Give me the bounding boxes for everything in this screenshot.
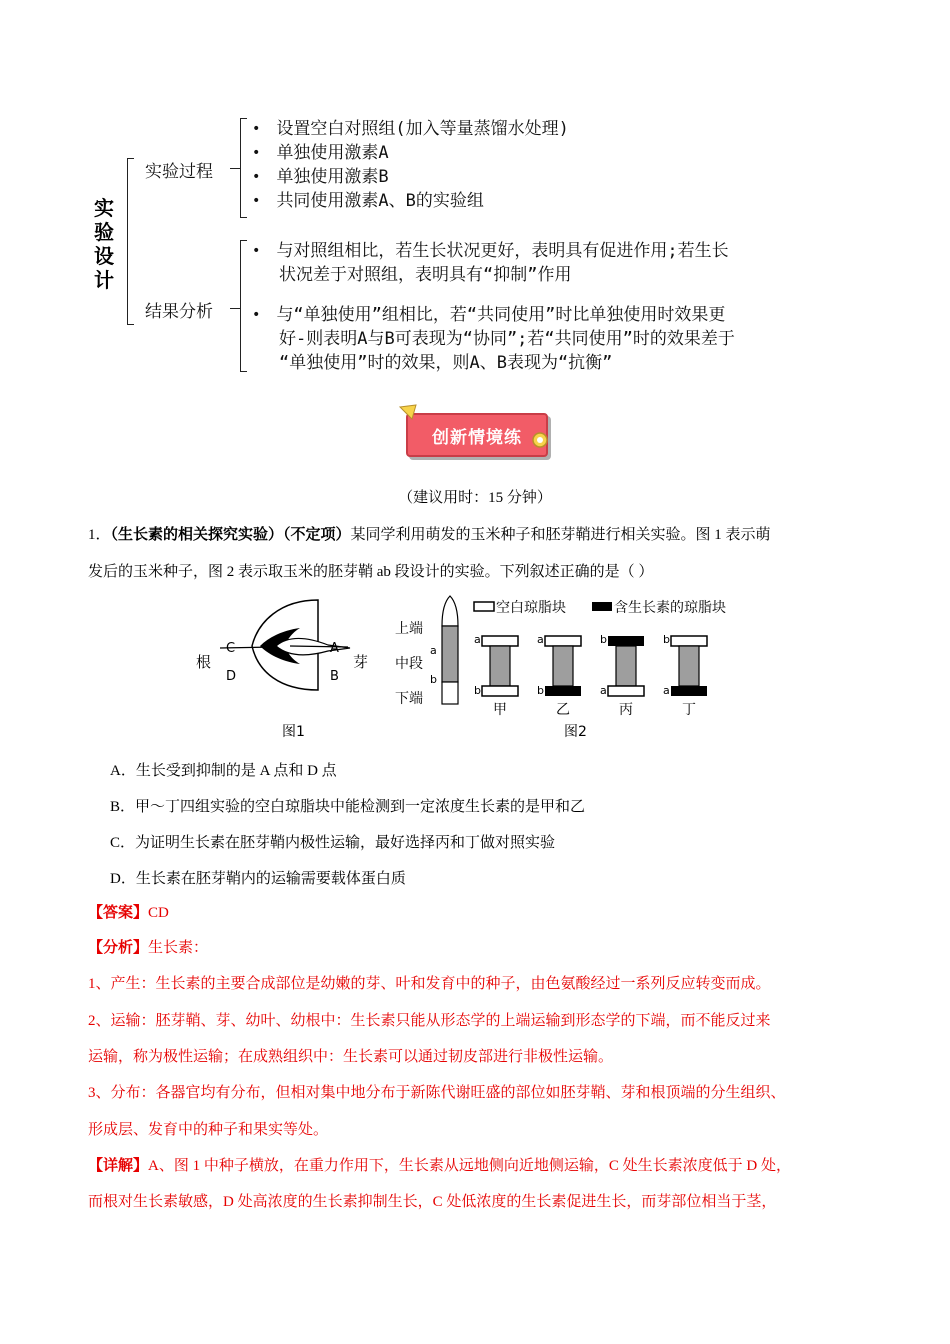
fig1-root-label: 根 <box>196 653 212 671</box>
detail-tag: 【详解】 <box>88 1158 149 1174</box>
question-stem: 某同学利用萌发的玉米种子和胚芽鞘进行相关实验。图 1 表示萌 <box>350 527 771 543</box>
fig1-point-a: A <box>330 641 339 656</box>
fig2-caption: 图2 <box>564 724 587 740</box>
analysis-title <box>88 936 208 960</box>
bullet: • <box>252 121 261 137</box>
item-text: 单独使用激素A <box>276 143 389 163</box>
coleoptile-b: b <box>430 673 437 686</box>
group-bing <box>600 633 644 718</box>
analysis-heading: 生长素： <box>148 940 209 956</box>
analysis-line: 2、运输：胚芽鞘、芽、幼叶、幼根中：生长素只能从形态学的上端运输到形态学的下端，而不能反过来 <box>88 1013 771 1029</box>
analysis-line: 运输，称为极性运输；在成熟组织中：生长素可以通过韧皮部进行非极性运输。 <box>88 1049 614 1065</box>
group-ding-top-letter: b <box>663 633 670 646</box>
figure-2-legend <box>474 599 726 616</box>
seg-bottom-label: 下端 <box>395 691 423 707</box>
figure-2-coleoptile <box>395 596 458 707</box>
item-text: 设置空白对照组(加入等量蒸馏水处理) <box>276 119 569 139</box>
option-b: B．甲～丁四组实验的空白琼脂块中能检测到一定浓度生长素的是甲和乙 <box>110 799 586 815</box>
analysis-line: 形成层、发育中的种子和果实等处。 <box>88 1122 329 1138</box>
bullet: • <box>252 307 261 323</box>
bullet: • <box>252 145 261 161</box>
detail-line-1 <box>88 1154 791 1178</box>
question-line-2: 发后的玉米种子，图 2 表示取玉米的胚芽鞘 ab 段设计的实验。下列叙述正确的是（ ） <box>88 564 654 580</box>
branch1-bracket <box>240 118 247 218</box>
bullet: • <box>252 169 261 185</box>
branch2-item1 <box>252 239 729 287</box>
list-item <box>252 117 569 141</box>
options-list <box>110 759 585 903</box>
legend-blank-label: 空白琼脂块 <box>496 600 566 616</box>
mindmap-root <box>93 196 115 292</box>
group-jia <box>474 633 518 718</box>
question-number: 1． <box>88 527 111 543</box>
analysis-tag: 【分析】 <box>88 940 149 956</box>
item-text: 状况差于对照组，表明具有“抑制”作用 <box>279 265 572 285</box>
fig1-point-d: D <box>226 669 237 684</box>
detail-text: A、图 1 中种子横放，在重力作用下，生长素从远地侧向近地侧运输，C 处生长素浓度低于 D 处， <box>148 1158 791 1174</box>
analysis-line: 3、分布：各器官均有分布，但相对集中地分布于新陈代谢旺盛的部位如胚芽鞘、芽和根顶端的分生组织、 <box>88 1085 786 1101</box>
item-text: 共同使用激素A、B的实验组 <box>276 191 484 211</box>
list-item <box>252 303 735 327</box>
branch2-item2 <box>252 303 735 375</box>
option-a: A．生长受到抑制的是 A 点和 D 点 <box>110 763 337 779</box>
answer-line <box>88 901 169 925</box>
seg-mid-label: 中段 <box>395 656 423 672</box>
item-text: 好-则表明A与B可表现为“协同”;若“共同使用”时的效果差于 <box>279 329 735 349</box>
item-text: 单独使用激素B <box>276 167 389 187</box>
fig1-point-c: C <box>226 641 236 656</box>
group-jia-label: 甲 <box>493 702 507 718</box>
branch2-bracket <box>240 240 247 372</box>
section-banner <box>406 413 548 457</box>
group-yi <box>537 633 581 718</box>
branch1-list <box>252 117 569 213</box>
coleoptile-a: a <box>430 644 437 657</box>
option-c: C．为证明生长素在胚芽鞘内极性运输，最好选择丙和丁做对照实验 <box>110 835 556 851</box>
bullet: • <box>252 243 261 259</box>
group-bing-label: 丙 <box>619 702 633 718</box>
item-text: 与“单独使用”组相比，若“共同使用”时比单独使用时效果更 <box>276 305 726 325</box>
group-yi-bottom-letter: b <box>537 684 544 697</box>
list-item <box>252 165 569 189</box>
item-text: “单独使用”时的效果，则A、B表现为“抗衡” <box>279 353 613 373</box>
legend-auxin-label: 含生长素的琼脂块 <box>614 600 726 616</box>
branch-result-analysis: 结果分析 <box>145 302 213 322</box>
banner-pin-icon <box>398 403 418 421</box>
mindmap-root-label: 实验设计 <box>94 196 114 292</box>
list-item <box>252 189 569 213</box>
suggested-time: （建议用时：15 分钟） <box>398 490 552 506</box>
question-topic-tag: （生长素的相关探究实验） <box>110 527 284 543</box>
root-bracket <box>127 158 134 325</box>
fig1-caption: 图1 <box>282 724 305 740</box>
analysis-line: 1、产生：生长素的主要合成部位是幼嫩的芽、叶和发育中的种子，由色氨酸经过一系列反应转变而成。 <box>88 976 771 992</box>
item-text: 与对照组相比，若生长状况更好，表明具有促进作用;若生长 <box>276 241 729 261</box>
experiment-figure <box>190 590 770 750</box>
bullet: • <box>252 193 261 209</box>
option-d: D．生长素在胚芽鞘内的运输需要载体蛋白质 <box>110 871 406 887</box>
branch1-connector <box>230 168 240 169</box>
figure-1-seed <box>196 600 368 740</box>
list-item <box>252 239 729 263</box>
banner-label: 创新情境练 <box>406 413 548 457</box>
group-yi-label: 乙 <box>556 702 570 718</box>
branch-experiment-process: 实验过程 <box>145 162 213 182</box>
answer-value: CD <box>148 905 169 921</box>
answer-tag: 【答案】 <box>88 905 149 921</box>
fig1-point-b: B <box>330 669 339 684</box>
fig1-bud-label: 芽 <box>353 653 369 671</box>
group-bing-bottom-letter: a <box>600 684 607 697</box>
group-ding-bottom-letter: a <box>663 684 670 697</box>
list-item <box>252 141 569 165</box>
question-type-tag: （不定项） <box>283 527 351 543</box>
question-line-1 <box>88 523 771 547</box>
banner-ring-icon <box>530 430 550 450</box>
group-jia-top-letter: a <box>474 633 481 646</box>
group-bing-top-letter: b <box>600 633 607 646</box>
branch2-connector <box>230 308 240 309</box>
seg-top-label: 上端 <box>395 621 423 637</box>
group-ding-label: 丁 <box>682 702 696 718</box>
detail-line-2: 而根对生长素敏感，D 处高浓度的生长素抑制生长，C 处低浓度的生长素促进生长，而芽部位相当于茎， <box>88 1194 777 1210</box>
group-jia-bottom-letter: b <box>474 684 481 697</box>
group-ding <box>663 633 707 718</box>
group-yi-top-letter: a <box>537 633 544 646</box>
